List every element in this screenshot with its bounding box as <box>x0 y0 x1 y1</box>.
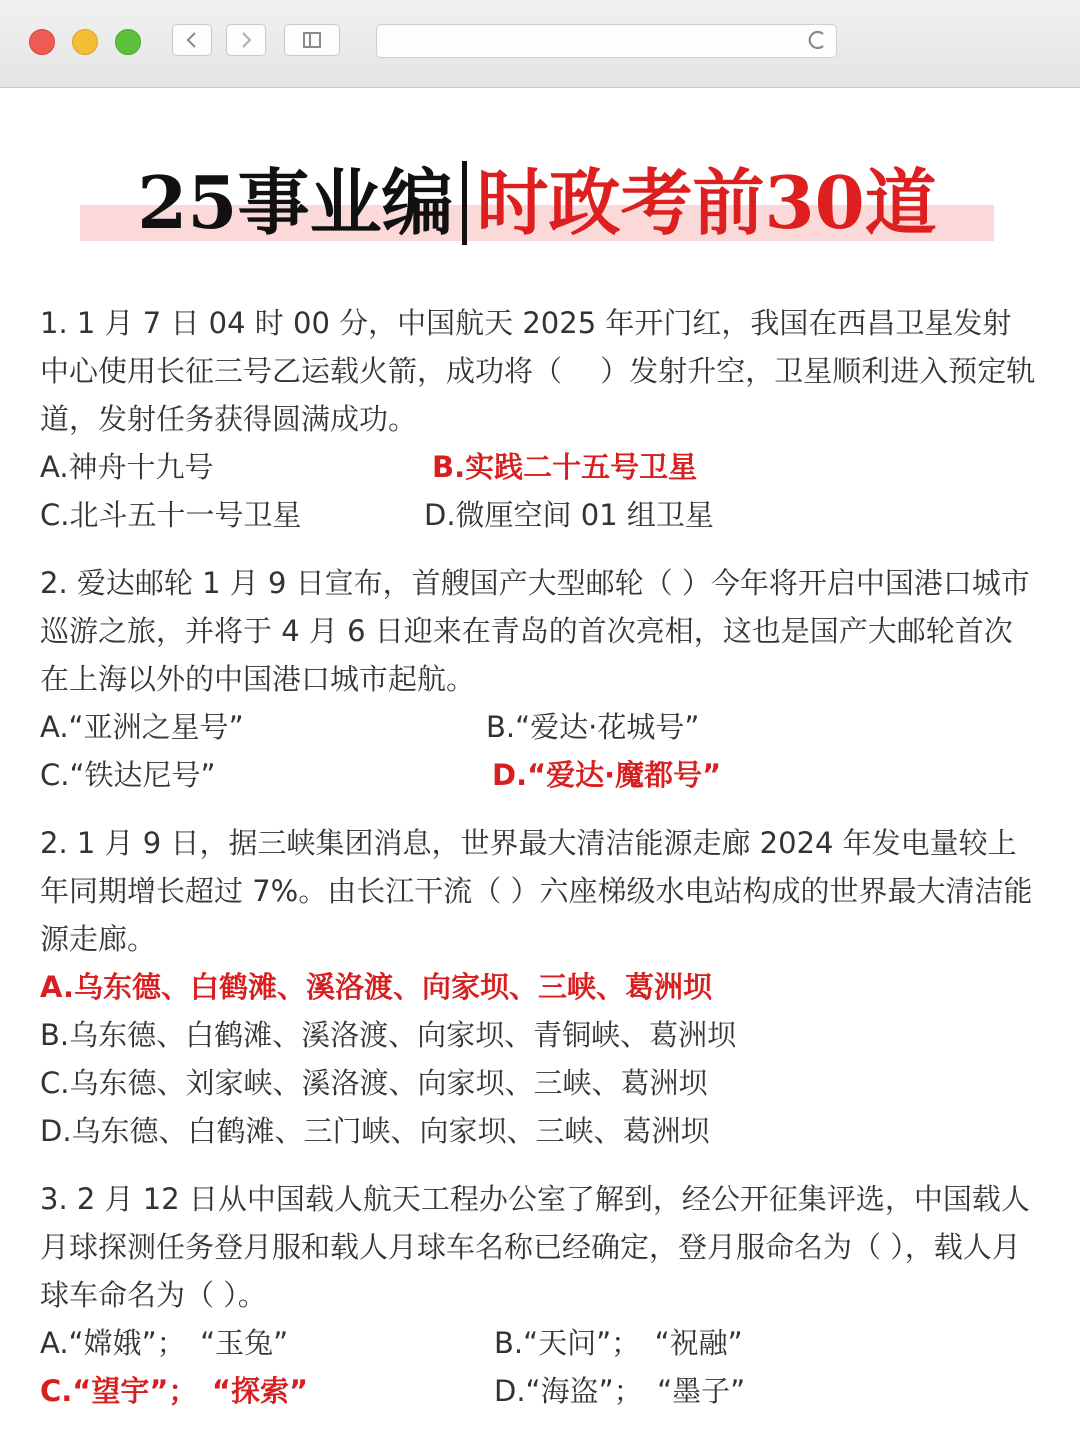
chevron-right-icon <box>239 31 253 49</box>
option-b: B.乌东德、白鹤滩、溪洛渡、向家坝、青铜峡、葛洲坝 <box>40 1018 737 1052</box>
option-a-correct: A.乌东德、白鹤滩、溪洛渡、向家坝、三峡、葛洲坝 <box>40 970 712 1004</box>
reload-button[interactable] <box>806 28 828 58</box>
close-window-button[interactable] <box>29 29 55 55</box>
chevron-left-icon <box>185 31 199 49</box>
question-4 <box>40 1175 1040 1415</box>
title-divider <box>462 161 467 245</box>
sidebar-icon <box>302 31 322 49</box>
sidebar-toggle-button[interactable] <box>284 24 340 56</box>
question-1 <box>40 299 1040 539</box>
minimize-window-button[interactable] <box>72 29 98 55</box>
page-title <box>80 159 994 247</box>
option-c-correct: C.“望宇”； “探索” <box>40 1374 309 1408</box>
option-d-correct: D.“爱达·魔都号” <box>492 758 722 792</box>
address-bar[interactable] <box>376 24 837 58</box>
option-d: D.微厘空间 01 组卫星 <box>424 498 714 532</box>
option-d: D.乌东德、白鹤滩、三门峡、向家坝、三峡、葛洲坝 <box>40 1114 710 1148</box>
option-b: B.“天问”； “祝融” <box>494 1326 743 1360</box>
question-3 <box>40 819 1040 1155</box>
forward-button[interactable] <box>226 24 266 56</box>
option-c: C.北斗五十一号卫星 <box>40 498 302 532</box>
question-2 <box>40 559 1040 799</box>
question-stem: 2. 1 月 9 日，据三峡集团消息，世界最大清洁能源走廊 2024 年发电量较上年同期增长超过 7%。由长江干流（ ）六座梯级水电站构成的世界最大清洁能源走廊。 <box>40 826 1033 956</box>
option-c: C.乌东德、刘家峡、溪洛渡、向家坝、三峡、葛洲坝 <box>40 1066 708 1100</box>
option-d: D.“海盗”； “墨子” <box>494 1374 746 1408</box>
title-black-part: 25事业编 <box>137 160 454 245</box>
question-stem: 1. 1 月 7 日 04 时 00 分，中国航天 2025 年开门红，我国在西昌卫星发射中心使用长征三号乙运载火箭，成功将（ ）发射升空，卫星顺利进入预定轨道，发射任务获得圆满成功。 <box>40 306 1036 436</box>
back-button[interactable] <box>172 24 212 56</box>
page-content <box>0 89 1080 1441</box>
option-a: A.神舟十九号 <box>40 450 214 484</box>
reload-icon <box>806 28 828 52</box>
option-b: B.“爱达·花城号” <box>486 710 700 744</box>
option-c: C.“铁达尼号” <box>40 758 216 792</box>
option-b-correct: B.实践二十五号卫星 <box>432 450 698 484</box>
option-a: A.“亚洲之星号” <box>40 710 244 744</box>
question-list <box>40 299 1040 1435</box>
option-a: A.“嫦娥”； “玉兔” <box>40 1326 289 1360</box>
question-stem: 2. 爱达邮轮 1 月 9 日宣布，首艘国产大型邮轮（ ）今年将开启中国港口城市巡游之旅，并将于 4 月 6 日迎来在青岛的首次亮相，这也是国产大邮轮首次在上海以外的中国港口城市起航。 <box>40 566 1030 696</box>
browser-toolbar <box>0 0 1080 88</box>
title-red-part: 时政考前30道 <box>476 160 937 245</box>
question-stem: 3. 2 月 12 日从中国载人航天工程办公室了解到，经公开征集评选，中国载人月球探测任务登月服和载人月球车名称已经确定，登月服命名为（ ），载人月球车命名为（ ）。 <box>40 1182 1030 1312</box>
maximize-window-button[interactable] <box>115 29 141 55</box>
